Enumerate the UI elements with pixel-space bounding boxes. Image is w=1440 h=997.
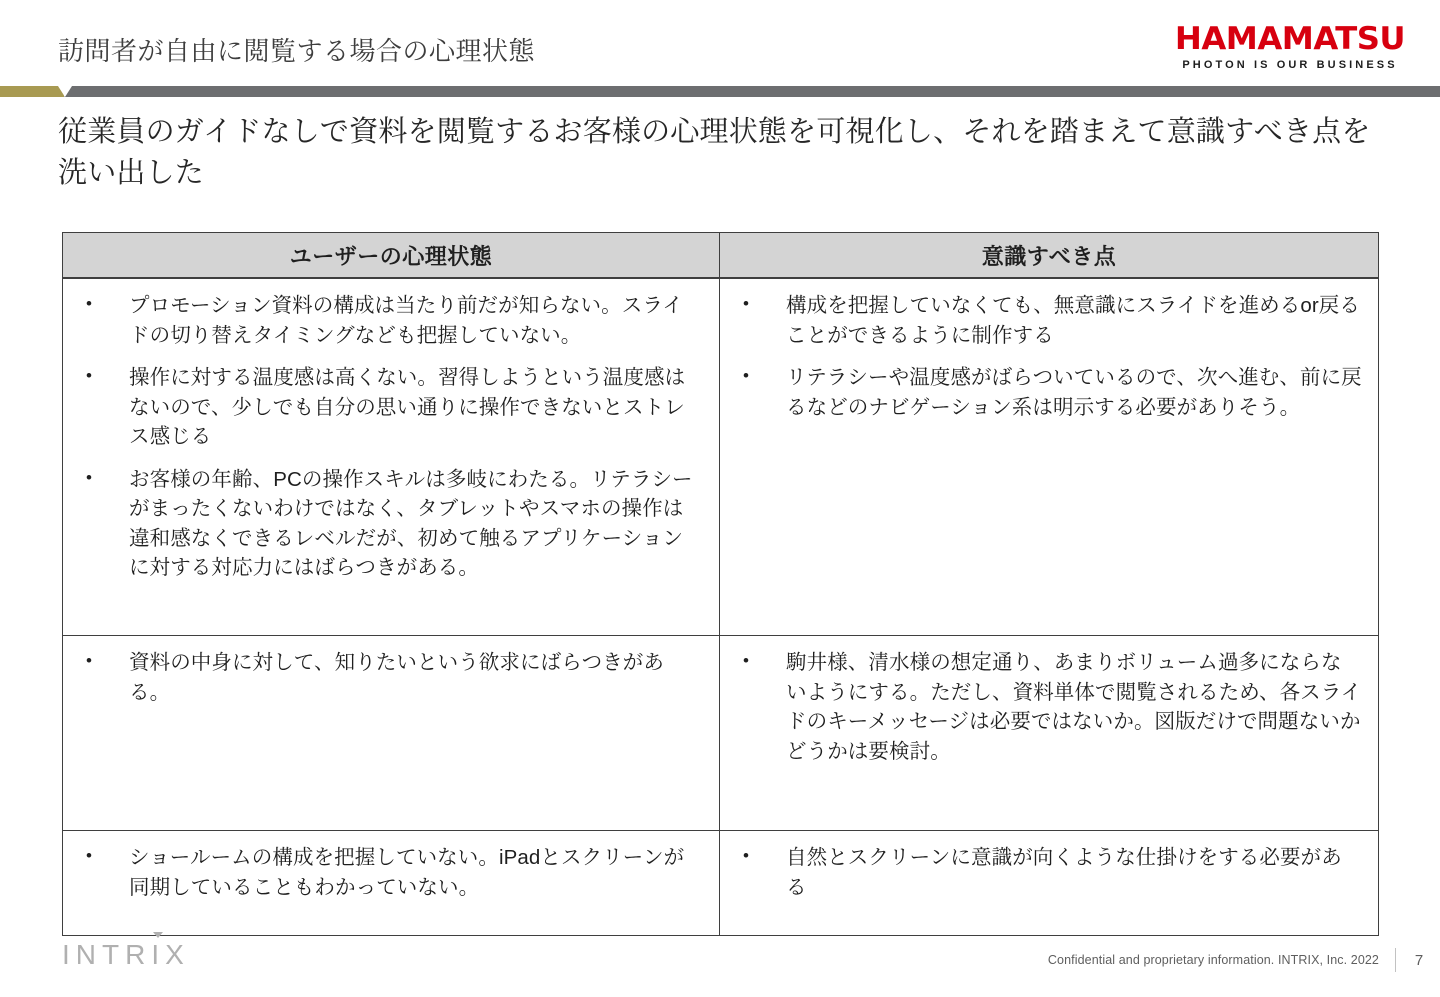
column-header-points-to-note: 意識すべき点 bbox=[720, 233, 1379, 279]
table-row bbox=[63, 636, 1379, 831]
header-divider bbox=[0, 86, 1440, 97]
list-item: • 自然とスクリーンに意識が向くような仕掛けをする必要がある bbox=[728, 843, 1362, 902]
slide-footer bbox=[0, 930, 1440, 997]
bullet-list bbox=[728, 291, 1362, 422]
bullet-list bbox=[71, 648, 703, 707]
table-row bbox=[63, 278, 1379, 636]
list-item: • 駒井様、清水様の想定通り、あまりボリューム過多にならないようにする。ただし、資料単体で閲覧されるため、各スライドのキーメッセージは必要ではないか。図版だけで問題ないかどうかは要検討。 bbox=[728, 648, 1362, 766]
list-item: • リテラシーや温度感がばらついているので、次へ進む、前に戻るなどのナビゲーション系は明示する必要がありそう。 bbox=[728, 363, 1362, 422]
list-item: • プロモーション資料の構成は当たり前だが知らない。スライドの切り替えタイミングなども把握していない。 bbox=[71, 291, 703, 350]
page-number: 7 bbox=[1414, 951, 1424, 969]
intrix-logo-suffix: X bbox=[165, 939, 190, 970]
hamamatsu-logo-wordmark: HAMAMATSU bbox=[1174, 21, 1406, 57]
cell-points-2 bbox=[720, 636, 1379, 831]
list-item: • 資料の中身に対して、知りたいという欲求にばらつきがある。 bbox=[71, 648, 703, 707]
bullet-list bbox=[728, 843, 1362, 902]
bullet-list bbox=[71, 291, 703, 583]
psychology-matrix-table bbox=[62, 232, 1379, 936]
table-header-row bbox=[63, 233, 1379, 279]
cell-psychology-1 bbox=[63, 278, 720, 636]
hamamatsu-logo-tagline: PHOTON IS OUR BUSINESS bbox=[1182, 59, 1398, 71]
bullet-list bbox=[728, 648, 1362, 766]
intrix-logo-prefix: INTR bbox=[62, 939, 152, 970]
slide-header bbox=[0, 0, 1440, 96]
divider-gray-segment bbox=[70, 86, 1440, 97]
column-header-user-psychology: ユーザーの心理状態 bbox=[63, 233, 720, 279]
footer-divider bbox=[1395, 948, 1396, 972]
list-item: • ショールームの構成を把握していない。iPadとスクリーンが同期していることもわかっていない。 bbox=[71, 843, 703, 902]
list-item: • 構成を把握していなくても、無意識にスライドを進めるor戻ることができるように制作する bbox=[728, 291, 1362, 350]
footer-meta bbox=[1048, 948, 1426, 972]
lead-statement: 従業員のガイドなしで資料を閲覧するお客様の心理状態を可視化し、それを踏まえて意識すべき点を洗い出した bbox=[58, 116, 1371, 190]
table-row bbox=[63, 831, 1379, 936]
intrix-logo-accent-i: I bbox=[151, 939, 166, 970]
intrix-logo bbox=[62, 939, 190, 971]
cell-psychology-3 bbox=[63, 831, 720, 936]
page-title: 訪問者が自由に閲覧する場合の心理状態 bbox=[58, 36, 536, 66]
confidentiality-notice: Confidential and proprietary information. INTRIX, Inc. 2022 bbox=[1047, 953, 1379, 967]
cell-points-1 bbox=[720, 278, 1379, 636]
hamamatsu-logo bbox=[1154, 21, 1426, 71]
list-item: • お客様の年齢、PCの操作スキルは多岐にわたる。リテラシーがまったくないわけではなく、タブレットやスマホの操作は違和感なくできるレベルだが、初めて触るアプリケーションに対する対応力にはばらつきがある。 bbox=[71, 465, 703, 583]
divider-gold-segment bbox=[0, 86, 64, 97]
bullet-list bbox=[71, 843, 703, 902]
cell-points-3 bbox=[720, 831, 1379, 936]
list-item: • 操作に対する温度感は高くない。習得しようという温度感はないので、少しでも自分の思い通りに操作できないとストレス感じる bbox=[71, 363, 703, 452]
divider-notch bbox=[58, 86, 72, 97]
cell-psychology-2 bbox=[63, 636, 720, 831]
